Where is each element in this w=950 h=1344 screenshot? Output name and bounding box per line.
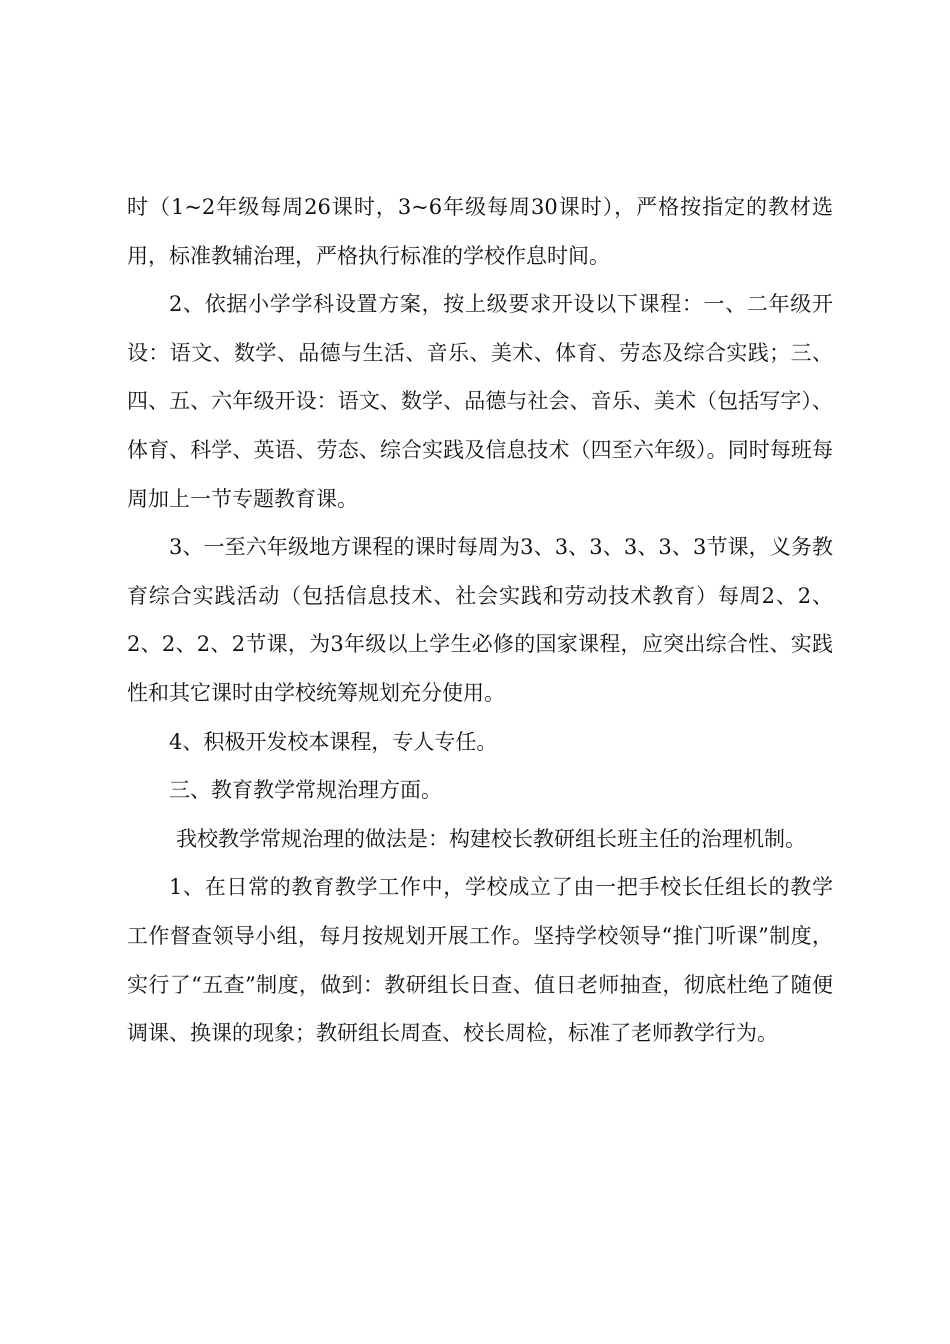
paragraph-class-hours: 时（1~2年级每周26课时，3~6年级每周30课时），严格按指定的教材选用，标准教辅治理，严格执行标准的学校作息时间。 — [127, 195, 833, 268]
document-body — [127, 183, 833, 1058]
paragraph-supervision: 1、在日常的教育教学工作中，学校成立了由一把手校长任组长的教学工作督查领导小组，每月按规划开展工作。坚持学校领导“推门听课”制度，实行了“五查”制度，做到：教研组长日查、值日老师抽查，彻底杜绝了随便调课、换课的现象；教研组长周查、校长周检，标准了老师教学行为。 — [127, 875, 833, 1046]
paragraph-management-method: 我校教学常规治理的做法是：构建校长教研组长班主任的治理机制。 — [176, 826, 806, 851]
paragraph-local-courses: 3、一至六年级地方课程的课时每周为3、3、3、3、3、3节课，义务教育综合实践活动（包括信息技术、社会实践和劳动技术教育）每周2、2、2、2、2、2节课，为3年级以上学生必修的国家课程，应突出综合性、实践性和其它课时由学校统筹规划充分使用。 — [127, 535, 833, 705]
paragraph-school-courses: 4、积极开发校本课程，专人专任。 — [169, 729, 498, 754]
paragraph-course-setup: 2、依据小学学科设置方案，按上级要求开设以下课程：一、二年级开设：语文、数学、品德与生活、音乐、美术、体育、劳态及综合实践；三、四、五、六年级开设：语文、数学、品德与社会、音乐、美术（包括写字）、体育、科学、英语、劳态、综合实践及信息技术（四至六年级）。同时每班每周加上一节专题教育课。 — [127, 292, 833, 511]
section-heading-routine-management: 三、教育教学常规治理方面。 — [169, 778, 442, 803]
